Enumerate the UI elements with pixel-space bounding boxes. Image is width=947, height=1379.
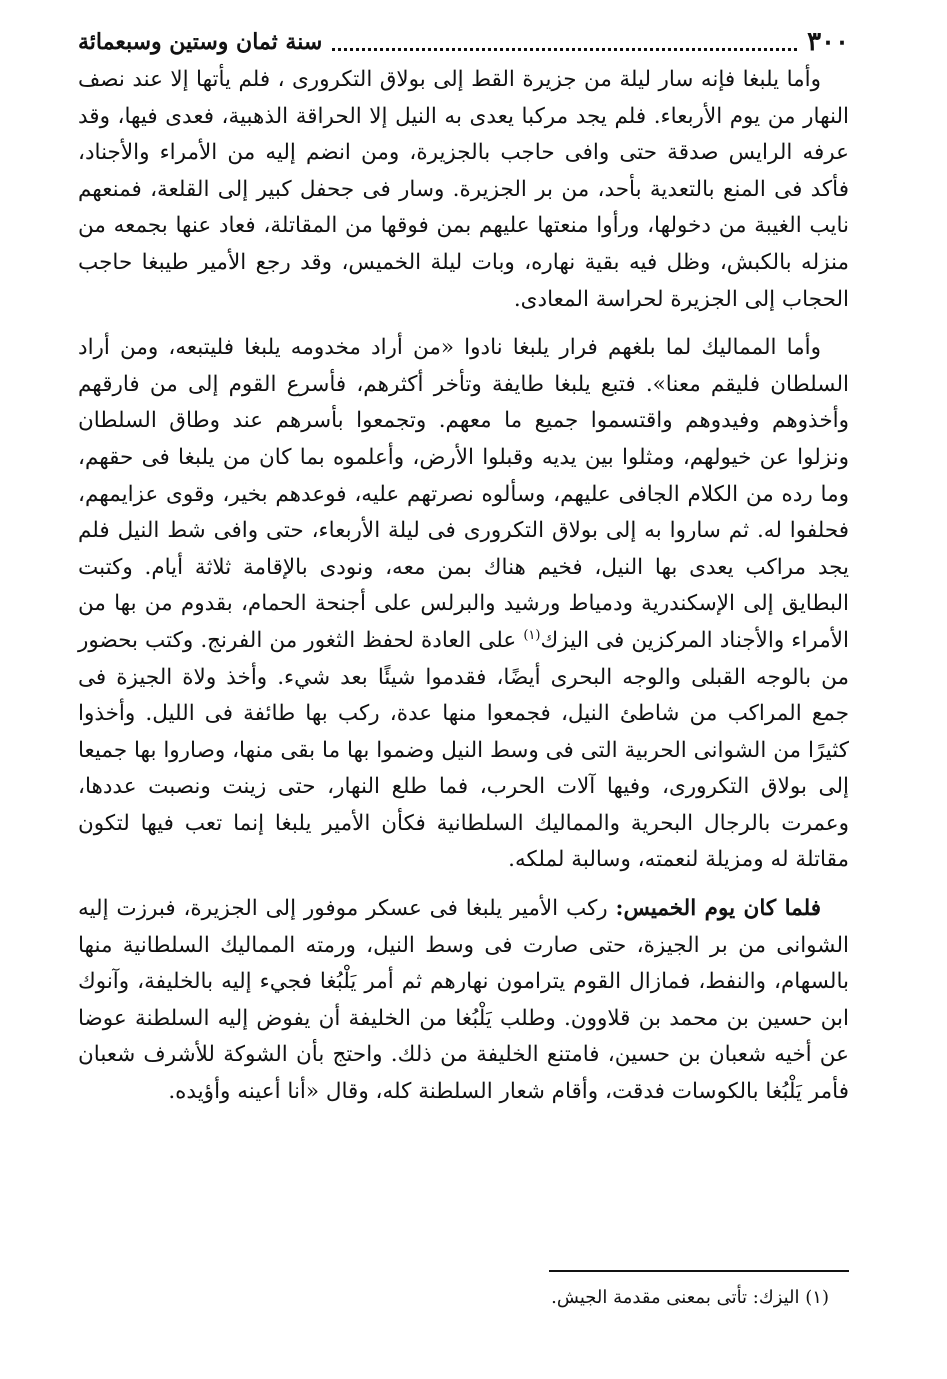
footnote-reference[interactable]: (١) bbox=[523, 627, 541, 643]
paragraph-text: وأما يلبغا فإنه سار ليلة من جزيرة القط إلى بولاق التكرورى ، فلم يأتها إلا عند نصف النهار من يوم الأربعاء. فلم يجد مركبا يعدى به النيل إلا الحراقة الذهبية، فعدى فيها، وقد عرفه الرايس صدقة حتى وافى حاجب بالجزيرة، ومن انضم إليه من الأمراء والأجناد، فأكد فى المنع بالتعدية بأحد، من بر الجزيرة. وسار فى جحفل كبير إلى القلعة، فمنعهم نايب الغيبة من دخولها، ورأوا منعتها عليهم بمن فوقها من المقاتلة، فعاد عنها بجمعه من منزله بالكبش، وظل فيه بقية نهاره، وبات ليلة الخميس، وقد رجع الأمير طيبغا حاجب الحجاب إلى الجزيرة لحراسة المعادى. bbox=[78, 67, 849, 312]
footnote: (١) اليزك: تأتى بمعنى مقدمة الجيش. bbox=[551, 1287, 829, 1308]
paragraph-lead-heading: فلما كان يوم الخميس: bbox=[615, 896, 821, 922]
paragraph-3 bbox=[78, 891, 849, 1111]
paragraph-text-continued: على العادة لحفظ الثغور من الفرنج. وكتب بحضور من بالوجه القبلى والوجه البحرى أيضًا، فقدموا شيئًا بعد شيء. وأخذ ولاة الجيزة فى جمع المراكب من شاطئ النيل، فجمعوا منها عدة، ركب بها طائفة فى الليل. وأخذوا كثيرًا من الشوانى الحربية التى فى وسط النيل وضموا بها ما بقى منها، وصاروا بها جميعا إلى بولاق التكرورى، وفيها آلات الحرب، فما طلع النهار، حتى زينت ونصبت عددها، وعمرت بالرجال البحرية والمماليك السلطانية فكأن الأمير يلبغا إنما تعب فيها لتكون مقاتلة له ومزيلة لنعمته، وسالبة لملكه. bbox=[78, 627, 849, 873]
paragraph-2 bbox=[78, 330, 849, 879]
main-text bbox=[78, 62, 849, 1111]
paragraph-1 bbox=[78, 62, 849, 318]
running-title: سنة ثمان وستين وسبعمائة bbox=[78, 29, 323, 55]
header-dot-leader bbox=[332, 34, 797, 51]
paragraph-text: ركب الأمير يلبغا فى عسكر موفور إلى الجزيرة، فبرزت إليه الشوانى من بر الجيزة، حتى صارت فى وسط النيل، ورمته المماليك السلطانية منها بالسهام، والنفط، فمازال القوم يترامون نهارهم ثم أمر يَلْبُغا فجيء إليه بالخليفة، وآنوك ابن حسين بن محمد بن قلاوون. وطلب يَلْبُغا من الخليفة أن يفوض إليه السلطنة عوضا عن أخيه شعبان بن حسين، فامتنع الخليفة من ذلك. واحتج بأن الشوكة للأشرف شعبان فأمر يَلْبُغا بالكوسات فدقت، وأقام شعار السلطنة كله، وقال «أنا أعينه وأؤيده. bbox=[78, 896, 849, 1105]
paragraph-text: وأما المماليك لما بلغهم فرار يلبغا نادوا «من أراد مخدومه يلبغا فليتبعه، ومن أراد السلطان فليقم معنا». فتبع يلبغا طايفة وتأخر أكثرهم، فأسرع القوم إلى من فارقهم وأخذوهم وفيدوهم واقتسموا جميع ما معهم. وتجمعوا بأسرهم عند وطاق السلطان ونزلوا عن خيولهم، ومثلوا بين يديه وقبلوا الأرض، وأعلموه بما كان من يلبغا فى حقهم، وما رده من الكلام الجافى عليهم، وسألوه نصرتهم عليه، فوعدهم بخير، وقوى عزايمهم، فحلفوا له. ثم ساروا به إلى بولاق التكرورى فى ليلة الأربعاء، حتى وافى شط النيل فلم يجد مراكب يعدى بها النيل، فخيم هناك بمن معه، ونودى بالإقامة ثلاثة أيام. وكتبت البطايق إلى الإسكندرية ودمياط ورشيد والبرلس على أجنحة الحمام، بقدوم من بها من الأمراء والأجناد المركزين فى اليزك bbox=[78, 335, 849, 653]
running-header bbox=[78, 22, 849, 62]
page-number: ٣٠٠ bbox=[807, 27, 849, 57]
footnote-separator bbox=[549, 1270, 849, 1272]
